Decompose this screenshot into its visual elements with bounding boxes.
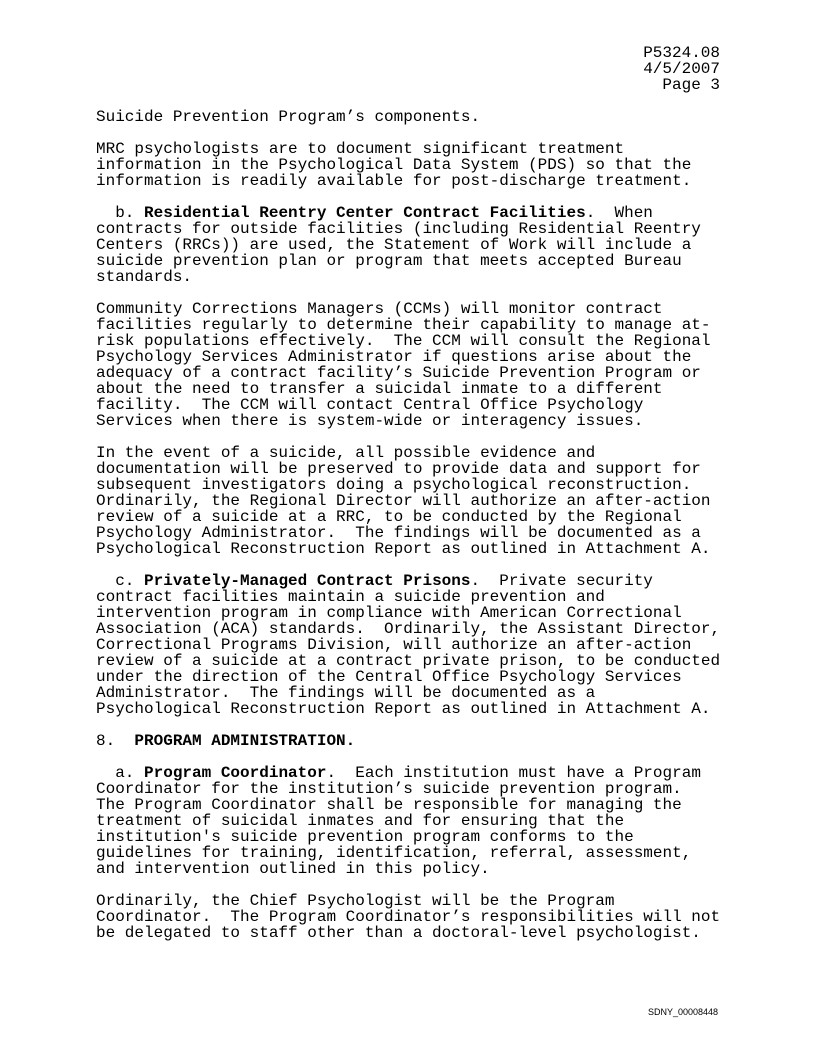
text-line: about the need to transfer a suicidal inmate to a different (96, 380, 663, 398)
text-segment: 8. (96, 732, 135, 750)
text-line: In the event of a suicide, all possible evidence and (96, 444, 596, 462)
text-line: Psychology Services Administrator if questions arise about the (96, 348, 692, 366)
text-line: documentation will be preserved to provide data and support for (96, 460, 701, 478)
text-segment: . Each institution must have a Program (326, 764, 701, 782)
paragraph (96, 733, 720, 749)
text-segment: . Private security (470, 572, 653, 590)
text-segment: b. (96, 204, 145, 222)
text-line: information is readily available for post-discharge treatment. (96, 172, 692, 190)
text-line: Centers (RRCs)) are used, the Statement of Work will include a (96, 236, 692, 254)
text-line: adequacy of a contract facility’s Suicide Prevention Program or (96, 364, 701, 382)
document-date: 4/5/2007 (643, 60, 720, 78)
bates-number: SDNY_00008448 (648, 1007, 719, 1017)
document-number: P5324.08 (643, 44, 720, 62)
text-line (96, 573, 720, 589)
page-number: Page 3 (662, 76, 720, 94)
paragraph (96, 893, 720, 941)
text-line: facilities regularly to determine their capability to manage at- (96, 316, 711, 334)
paragraph (96, 445, 720, 557)
text-line: MRC psychologists are to document significant treatment (96, 140, 625, 158)
text-line: institution's suicide prevention program conforms to the (96, 828, 634, 846)
paragraph (96, 765, 720, 877)
text-line: treatment of suicidal inmates and for ensuring that the (96, 812, 625, 830)
text-line: risk populations effectively. The CCM will consult the Regional (96, 332, 711, 350)
paragraph (96, 573, 720, 717)
text-line: guidelines for training, identification, referral, assessment, (96, 844, 692, 862)
text-line (96, 205, 720, 221)
text-line: standards. (96, 268, 193, 286)
text-line: information in the Psychological Data System (PDS) so that the (96, 156, 692, 174)
text-line: Community Corrections Managers (CCMs) will monitor contract (96, 300, 663, 318)
text-line: under the direction of the Central Office Psychology Services (96, 668, 682, 686)
text-line: facility. The CCM will contact Central Office Psychology (96, 396, 644, 414)
paragraph (96, 301, 720, 429)
text-line: review of a suicide at a RRC, to be conducted by the Regional (96, 508, 682, 526)
text-line: contract facilities maintain a suicide prevention and (96, 588, 605, 606)
text-line: The Program Coordinator shall be responsible for managing the (96, 796, 682, 814)
text-line: Psychology Administrator. The findings will be documented as a (96, 524, 701, 542)
text-segment: a. (96, 764, 145, 782)
page-header (643, 45, 720, 93)
text-line: Suicide Prevention Program’s components. (96, 108, 481, 126)
text-line: Coordinator. The Program Coordinator’s responsibilities will not (96, 908, 721, 926)
text-line: contracts for outside facilities (including Residential Reentry (96, 220, 701, 238)
text-line: Ordinarily, the Regional Director will authorize an after-action (96, 492, 711, 510)
text-line: subsequent investigators doing a psychological reconstruction. (96, 476, 692, 494)
text-line: intervention program in compliance with American Correctional (96, 604, 682, 622)
text-line: be delegated to staff other than a doctoral-level psychologist. (96, 924, 701, 942)
text-line: Psychological Reconstruction Report as outlined in Attachment A. (96, 540, 711, 558)
text-segment: c. (96, 572, 145, 590)
text-line: Ordinarily, the Chief Psychologist will be the Program (96, 892, 615, 910)
document-body (96, 109, 720, 957)
paragraph (96, 205, 720, 285)
text-segment: . When (585, 204, 653, 222)
text-line: Psychological Reconstruction Report as outlined in Attachment A. (96, 700, 711, 718)
text-line: Association (ACA) standards. Ordinarily, the Assistant Director, (96, 620, 721, 638)
paragraph (96, 109, 720, 125)
text-line: Services when there is system-wide or interagency issues. (96, 412, 644, 430)
section-heading: Privately-Managed Contract Prisons (144, 572, 471, 590)
text-line (96, 765, 720, 781)
section-heading: PROGRAM ADMINISTRATION. (134, 732, 356, 750)
text-line: suicide prevention plan or program that meets accepted Bureau (96, 252, 682, 270)
text-line (96, 733, 720, 749)
section-heading: Program Coordinator (144, 764, 327, 782)
paragraph (96, 141, 720, 189)
text-line: review of a suicide at a contract private prison, to be conducted (96, 652, 721, 670)
text-line: Correctional Programs Division, will authorize an after-action (96, 636, 692, 654)
text-line: Coordinator for the institution’s suicide prevention program. (96, 780, 682, 798)
text-line: Administrator. The findings will be documented as a (96, 684, 596, 702)
section-heading: Residential Reentry Center Contract Facilities (144, 204, 586, 222)
text-line: and intervention outlined in this policy. (96, 860, 490, 878)
